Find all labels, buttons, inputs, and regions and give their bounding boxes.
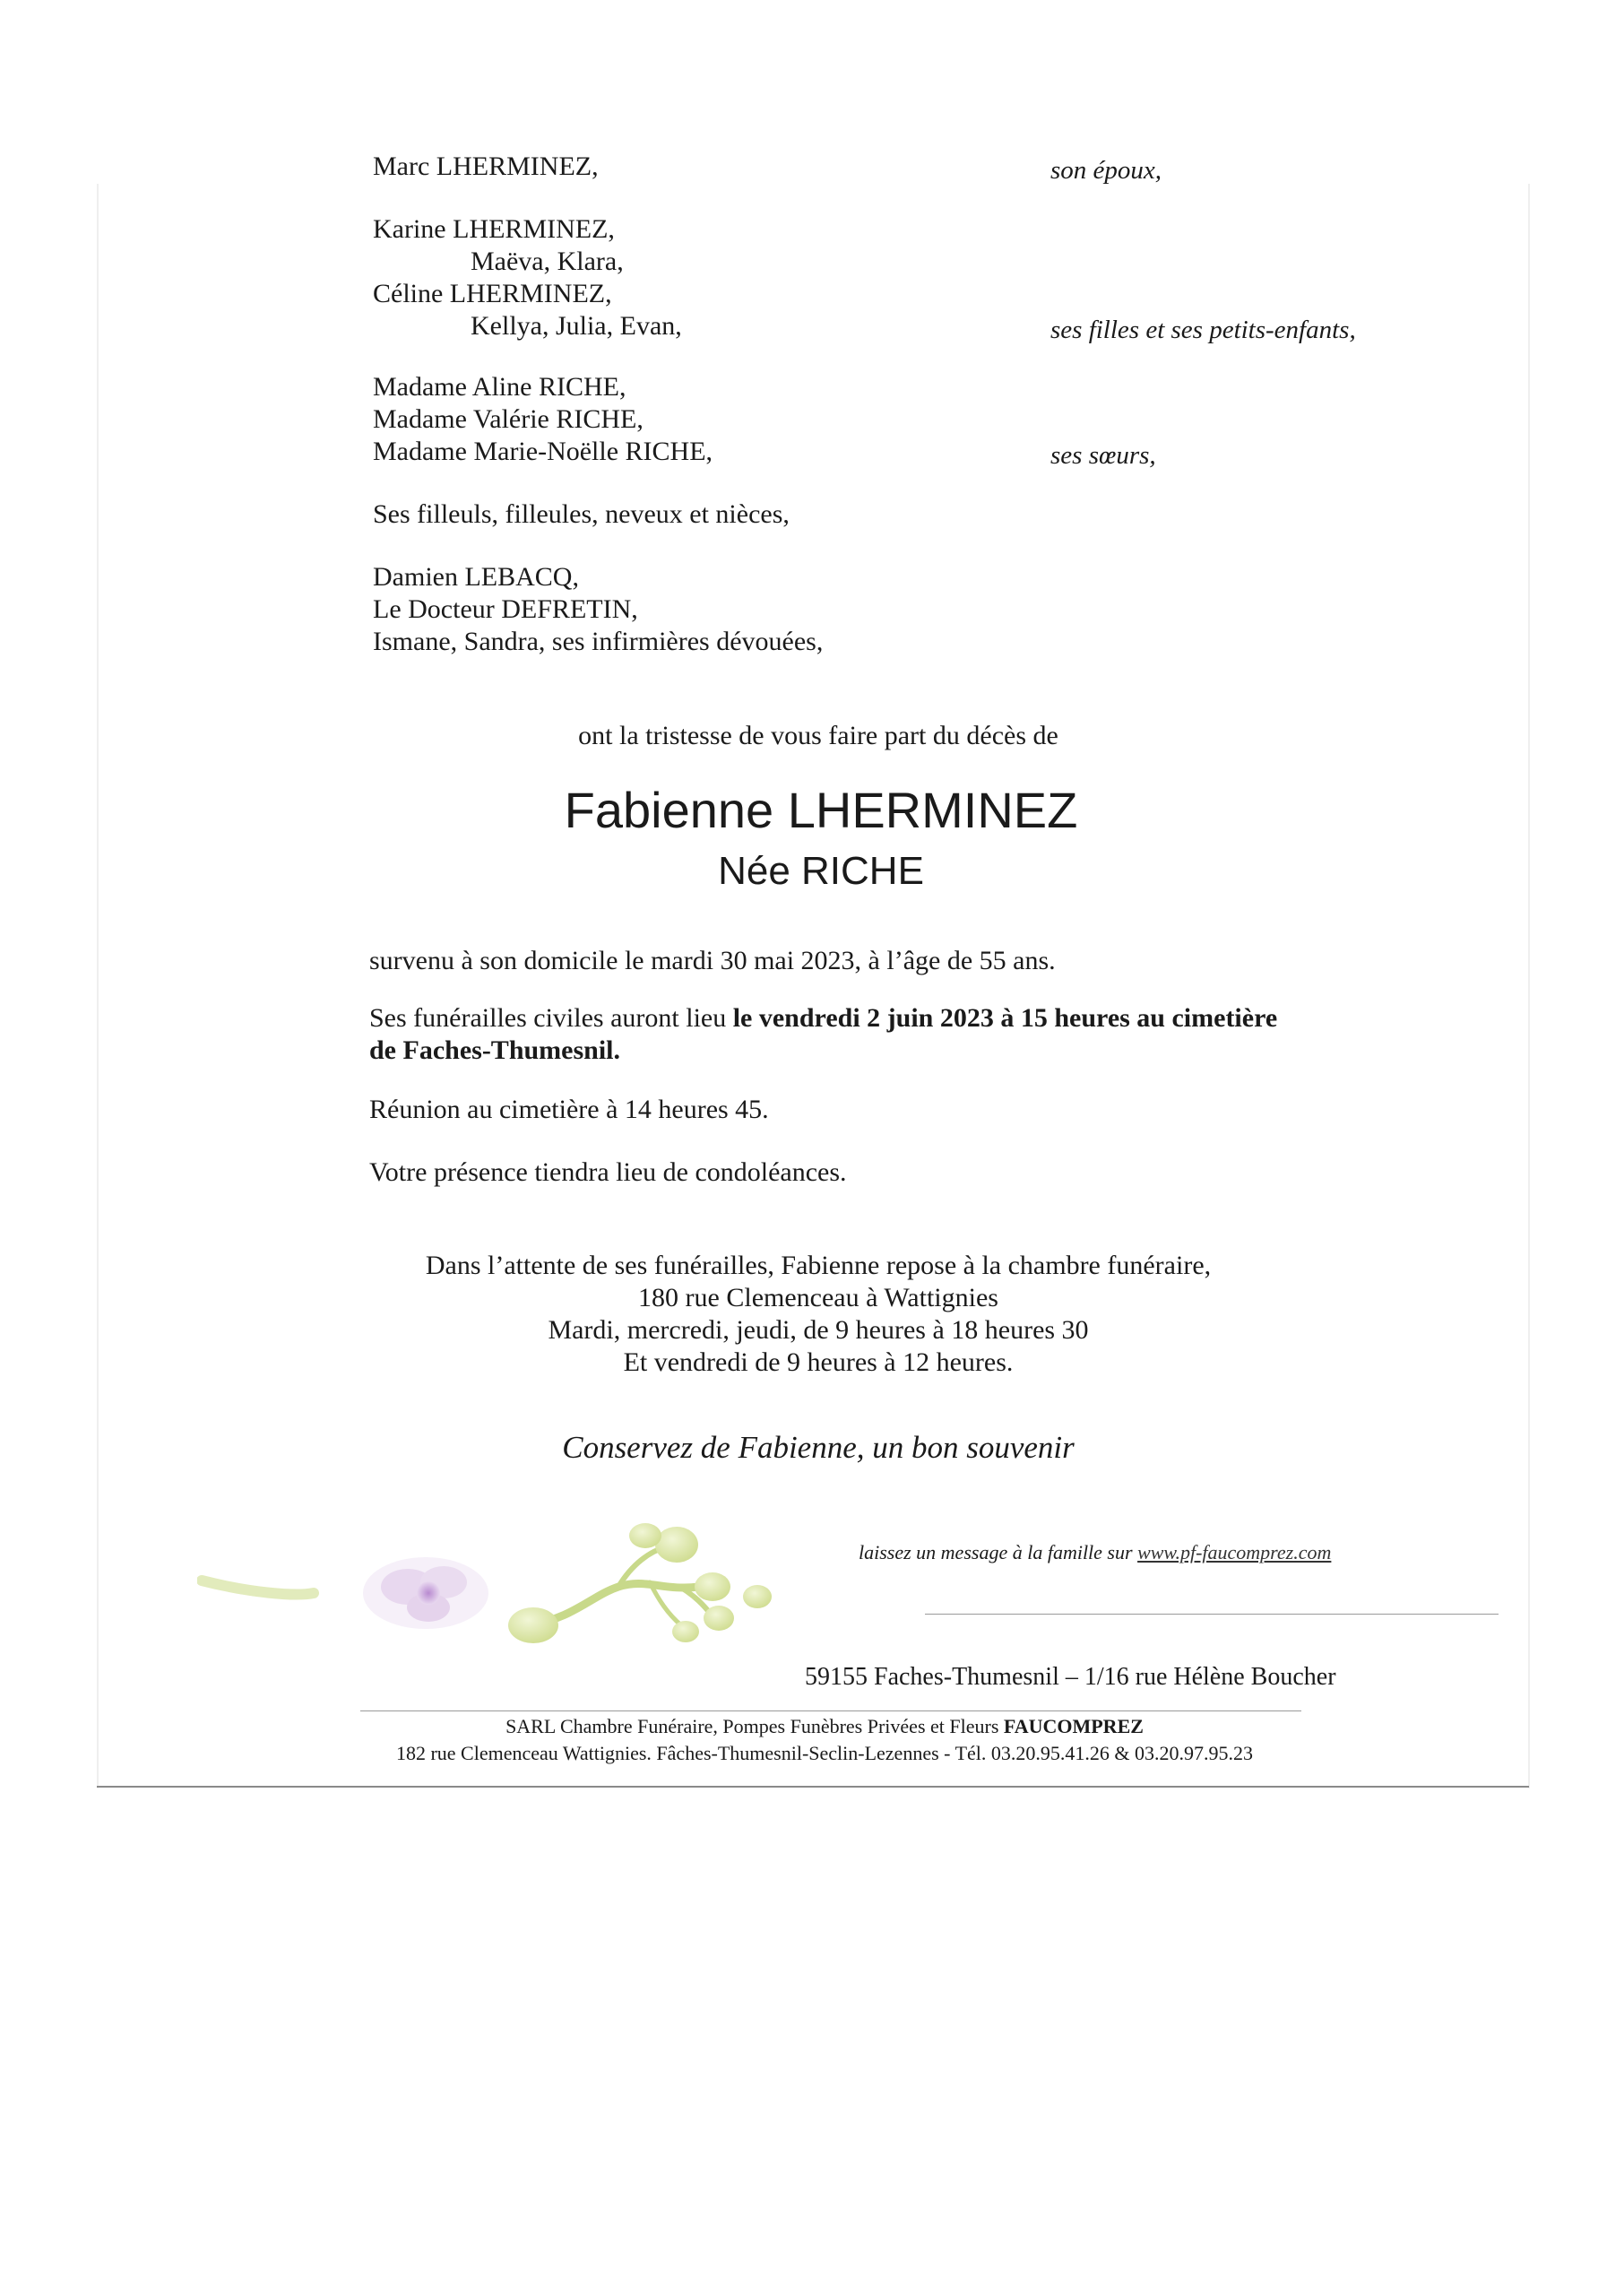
sister-1: Madame Aline RICHE,	[373, 372, 626, 402]
footer-rule-middle	[360, 1710, 1301, 1711]
company-brand: FAUCOMPREZ	[1003, 1715, 1144, 1737]
visitation-line-1: Dans l’attente de ses funérailles, Fabienne repose à la chambre funéraire,	[425, 1251, 1212, 1280]
role-spouse: son époux,	[1050, 156, 1162, 185]
role-children: ses filles et ses petits-enfants,	[1050, 316, 1356, 344]
role-sisters: ses sœurs,	[1050, 441, 1156, 470]
message-invite	[859, 1540, 1331, 1565]
other-1: Damien LEBACQ,	[373, 562, 579, 592]
orchid-bud-7	[743, 1585, 772, 1608]
company-address: 59155 Faches-Thumesnil – 1/16 rue Hélène Boucher	[805, 1663, 1336, 1691]
funeral-prefix: Ses funérailles civiles auront lieu	[369, 1003, 733, 1033]
orchid-stem-left	[202, 1581, 314, 1594]
visitation-line-2: 180 rue Clemenceau à Wattignies	[638, 1283, 998, 1312]
other-3: Ismane, Sandra, ses infirmières dévouées,	[373, 627, 824, 656]
funeral-location: de Faches-Thumesnil.	[369, 1035, 621, 1065]
meeting-time: Réunion au cimetière à 14 heures 45.	[369, 1095, 769, 1124]
sister-2: Madame Valérie RICHE,	[373, 404, 644, 434]
godchildren-line: Ses filleuls, filleules, neveux et nièces,	[373, 499, 790, 529]
message-prefix: laissez un message à la famille sur	[859, 1541, 1138, 1563]
death-details: survenu à son domicile le mardi 30 mai 2023, à l’âge de 55 ans.	[369, 946, 1056, 975]
scan-border-right	[1528, 184, 1530, 1788]
visitation-line-4: Et vendredi de 9 heures à 12 heures.	[623, 1347, 1014, 1377]
closing-line: Conservez de Fabienne, un bon souvenir	[562, 1430, 1075, 1465]
other-2: Le Docteur DEFRETIN,	[373, 594, 638, 624]
website-link[interactable]: www.pf-faucomprez.com	[1137, 1541, 1332, 1563]
orchid-bud-1	[508, 1607, 558, 1643]
footer-rule-top	[925, 1614, 1499, 1615]
maiden-name: Née RICHE	[718, 849, 924, 893]
orchid-bud-4	[695, 1572, 730, 1601]
footer-rule-bottom	[97, 1786, 1529, 1788]
sister-3: Madame Marie-Noëlle RICHE,	[373, 437, 713, 466]
daughter-1: Karine LHERMINEZ,	[373, 214, 615, 244]
funeral-line-2	[369, 1035, 620, 1067]
orchid-bud-2	[655, 1527, 698, 1563]
orchid-flower-center	[417, 1581, 440, 1605]
grandchildren-1: Maëva, Klara,	[471, 247, 624, 276]
condolences-note: Votre présence tiendra lieu de condoléances.	[369, 1157, 847, 1187]
grandchildren-2: Kellya, Julia, Evan,	[471, 311, 682, 341]
visitation-line-3: Mardi, mercredi, jeudi, de 9 heures à 18 heures 30	[548, 1315, 1089, 1345]
orchid-bud-6	[672, 1621, 699, 1642]
announcement-intro: ont la tristesse de vous faire part du décès de	[578, 721, 1058, 750]
deceased-name: Fabienne LHERMINEZ	[564, 782, 1078, 838]
orchid-illustration	[197, 1511, 825, 1672]
spouse-name: Marc LHERMINEZ,	[373, 152, 599, 181]
company-contact: 182 rue Clemenceau Wattignies. Fâches-Thumesnil-Seclin-Lezennes - Tél. 03.20.95.41.26 & 03.20.97.95.23	[395, 1742, 1254, 1764]
funeral-date-time: le vendredi 2 juin 2023 à 15 heures au cimetière	[732, 1003, 1278, 1033]
company-prefix: SARL Chambre Funéraire, Pompes Funèbres Privées et Fleurs	[505, 1715, 1004, 1737]
daughter-2: Céline LHERMINEZ,	[373, 279, 612, 308]
company-name-line	[0, 1714, 1624, 1739]
orchid-bud-3	[629, 1523, 661, 1548]
orchid-bud-5	[704, 1606, 734, 1631]
funeral-line-1	[369, 1002, 1277, 1035]
scan-border-left	[97, 184, 99, 1788]
